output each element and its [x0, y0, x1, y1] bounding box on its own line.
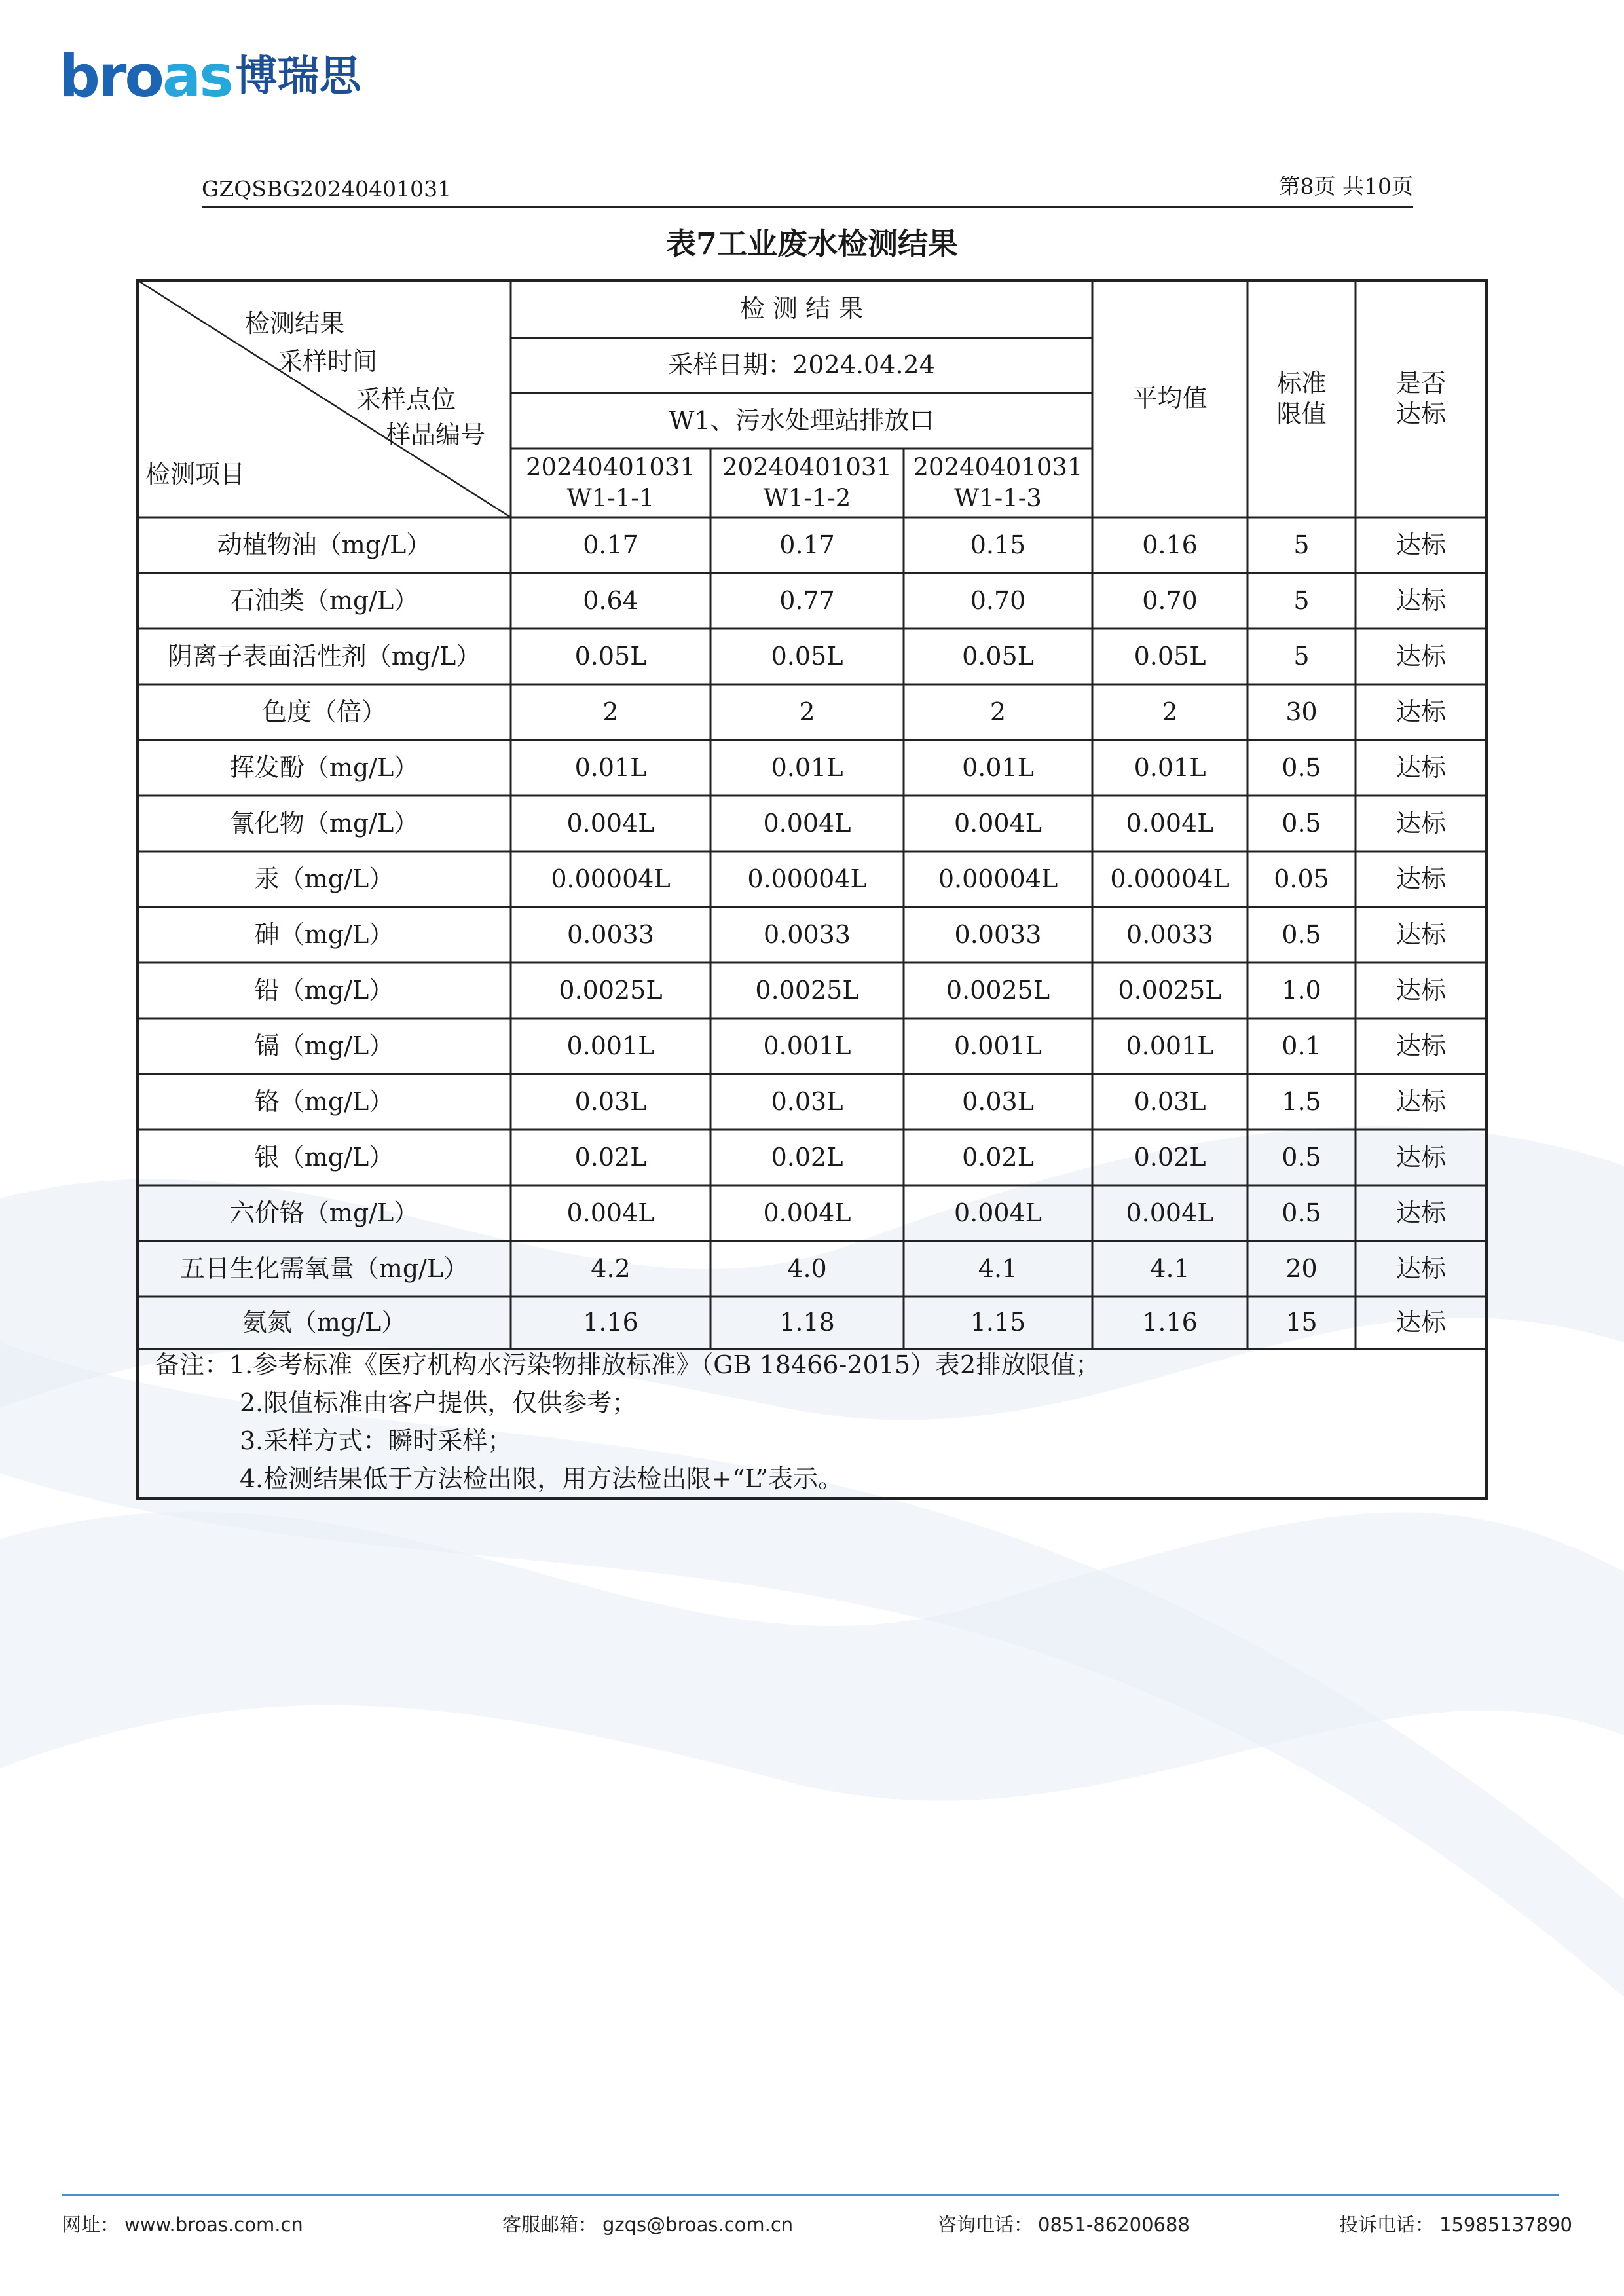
row-item-name: 挥发酚（mg/L） [229, 752, 419, 782]
row-value-1: 0.17 [583, 530, 638, 559]
row-average: 0.0033 [1126, 919, 1213, 949]
row-value-3: 0.004L [953, 808, 1043, 838]
row-value-3: 0.03L [962, 1086, 1034, 1116]
row-item-name: 动植物油（mg/L） [217, 530, 432, 559]
row-limit: 0.5 [1282, 1142, 1321, 1172]
row-item-name: 石油类（mg/L） [229, 585, 419, 615]
row-value-3: 0.0033 [954, 919, 1042, 949]
remark-4: 4.检测结果低于方法检出限，用方法检出限+“L”表示。 [240, 1464, 843, 1493]
row-limit: 5 [1293, 641, 1310, 671]
row-value-3: 0.70 [970, 585, 1026, 615]
row-limit: 20 [1285, 1253, 1318, 1283]
row-item-name: 氰化物（mg/L） [229, 808, 419, 838]
row-average: 0.02L [1134, 1142, 1206, 1172]
report-code: GZQSBG20240401031 [202, 176, 452, 202]
row-value-1: 4.2 [591, 1253, 631, 1283]
sampling-point: W1、污水处理站排放口 [669, 405, 934, 435]
row-average: 0.70 [1142, 585, 1198, 615]
row-value-3: 2 [989, 697, 1006, 726]
row-item-name: 镉（mg/L） [254, 1031, 394, 1060]
diag-label-test-item: 检测项目 [145, 460, 246, 489]
diag-label-sampling-point: 采样点位 [356, 385, 456, 415]
row-value-1: 0.004L [566, 1198, 655, 1227]
row-value-1: 0.03L [574, 1086, 647, 1116]
row-value-3: 0.0025L [946, 975, 1050, 1005]
row-average: 0.001L [1126, 1031, 1214, 1060]
compliance-header: 是否 达标 [1395, 368, 1446, 428]
limit-header: 标准 限值 [1276, 368, 1327, 428]
row-compliance: 达标 [1395, 530, 1446, 559]
row-value-3: 0.004L [953, 1198, 1043, 1227]
remark-3: 3.采样方式：瞬时采样； [240, 1426, 513, 1455]
footer-website: 网址： www.broas.com.cn [62, 2213, 303, 2236]
logo-chinese-name: 博瑞思 [235, 52, 361, 101]
row-value-2: 0.004L [763, 808, 851, 838]
row-average: 0.004L [1126, 1198, 1214, 1227]
row-value-1: 0.0025L [559, 975, 663, 1005]
sample-id-3: 20240401031 W1-1-3 [913, 453, 1083, 512]
remark-2: 2.限值标准由客户提供，仅供参考； [240, 1388, 637, 1417]
row-item-name: 色度（倍） [261, 697, 386, 726]
row-compliance: 达标 [1395, 1308, 1446, 1337]
row-compliance: 达标 [1395, 864, 1446, 893]
row-limit: 0.05 [1274, 864, 1329, 893]
footer-consult-phone: 咨询电话： 0851-86200688 [938, 2213, 1190, 2236]
row-compliance: 达标 [1395, 1198, 1446, 1227]
row-limit: 30 [1285, 697, 1318, 726]
row-average: 1.16 [1142, 1308, 1198, 1337]
row-limit: 1.0 [1282, 975, 1321, 1005]
row-item-name: 阴离子表面活性剂（mg/L） [167, 641, 481, 671]
row-compliance: 达标 [1395, 1031, 1446, 1060]
row-limit: 0.5 [1282, 752, 1321, 782]
row-average: 0.0025L [1118, 975, 1222, 1005]
row-value-2: 0.02L [771, 1142, 843, 1172]
row-compliance: 达标 [1395, 1253, 1446, 1283]
row-value-2: 0.03L [771, 1086, 843, 1116]
page-footer [62, 2194, 1572, 2248]
footer-complaint-phone: 投诉电话： 15985137890 [1339, 2213, 1572, 2236]
row-value-1: 0.01L [574, 752, 647, 782]
row-item-name: 汞（mg/L） [254, 864, 394, 893]
row-limit: 5 [1293, 585, 1310, 615]
row-average: 0.03L [1134, 1086, 1206, 1116]
row-limit: 0.5 [1282, 919, 1321, 949]
row-item-name: 氨氮（mg/L） [242, 1308, 407, 1337]
row-value-2: 2 [799, 697, 815, 726]
row-compliance: 达标 [1395, 641, 1446, 671]
row-value-3: 0.001L [953, 1031, 1043, 1060]
row-value-2: 0.17 [779, 530, 835, 559]
row-value-1: 0.0033 [567, 919, 654, 949]
row-average: 0.00004L [1110, 864, 1230, 893]
row-value-3: 1.15 [970, 1308, 1026, 1337]
row-average: 2 [1162, 697, 1178, 726]
row-limit: 0.5 [1282, 808, 1321, 838]
diag-label-results: 检测结果 [244, 309, 344, 339]
row-value-1: 2 [602, 697, 619, 726]
row-item-name: 铬（mg/L） [254, 1086, 394, 1116]
row-compliance: 达标 [1395, 975, 1446, 1005]
row-value-2: 0.00004L [747, 864, 867, 893]
row-value-1: 0.004L [566, 808, 655, 838]
row-value-3: 0.01L [962, 752, 1034, 782]
row-compliance: 达标 [1395, 585, 1446, 615]
row-value-2: 1.18 [779, 1308, 835, 1337]
sample-id-1: 20240401031 W1-1-1 [526, 453, 695, 512]
row-value-3: 0.02L [962, 1142, 1034, 1172]
row-average: 0.16 [1142, 530, 1198, 559]
row-limit: 0.1 [1282, 1031, 1321, 1060]
row-value-1: 0.001L [566, 1031, 655, 1060]
page-number: 第8页 共10页 [1278, 174, 1413, 199]
row-item-name: 铅（mg/L） [254, 975, 394, 1005]
row-item-name: 五日生化需氧量（mg/L） [179, 1253, 469, 1283]
row-value-1: 0.64 [583, 585, 638, 615]
row-value-1: 0.00004L [551, 864, 671, 893]
diag-label-sampling-time: 采样时间 [277, 347, 377, 377]
row-value-2: 0.004L [763, 1198, 851, 1227]
footer-email: 客服邮箱： gzqs@broas.com.cn [502, 2213, 794, 2236]
row-average: 0.01L [1134, 752, 1206, 782]
row-compliance: 达标 [1395, 1142, 1446, 1172]
row-limit: 1.5 [1282, 1086, 1321, 1116]
row-compliance: 达标 [1395, 808, 1446, 838]
results-header: 检 测 结 果 [739, 294, 864, 324]
row-item-name: 六价铬（mg/L） [229, 1198, 419, 1227]
row-compliance: 达标 [1395, 1086, 1446, 1116]
diag-label-sample-id: 样品编号 [385, 420, 485, 450]
row-average: 4.1 [1150, 1253, 1190, 1283]
table-title: 表7工业废水检测结果 [665, 226, 958, 261]
row-value-3: 0.05L [962, 641, 1034, 671]
row-average: 0.004L [1126, 808, 1214, 838]
row-value-2: 0.05L [771, 641, 843, 671]
row-value-1: 1.16 [583, 1308, 638, 1337]
row-compliance: 达标 [1395, 752, 1446, 782]
row-limit: 15 [1285, 1308, 1318, 1337]
row-value-2: 0.001L [763, 1031, 851, 1060]
row-item-name: 银（mg/L） [254, 1142, 394, 1172]
row-compliance: 达标 [1395, 919, 1446, 949]
row-compliance: 达标 [1395, 697, 1446, 726]
row-item-name: 砷（mg/L） [254, 919, 394, 949]
remark-1: 备注：1.参考标准《医疗机构水污染物排放标准》（GB 18466-2015）表2排放限值； [155, 1350, 1101, 1379]
row-value-2: 0.0033 [764, 919, 851, 949]
row-limit: 5 [1293, 530, 1310, 559]
row-value-2: 0.0025L [755, 975, 859, 1005]
remarks [155, 1346, 1100, 1498]
average-header: 平均值 [1132, 384, 1208, 413]
row-average: 0.05L [1134, 641, 1206, 671]
row-value-2: 4.0 [787, 1253, 827, 1283]
row-value-3: 4.1 [978, 1253, 1018, 1283]
sample-id-2: 20240401031 W1-1-2 [722, 453, 892, 512]
row-value-2: 0.77 [779, 585, 835, 615]
sampling-date: 采样日期：2024.04.24 [668, 350, 935, 380]
logo-wordmark: broas [59, 43, 232, 110]
row-value-1: 0.05L [574, 641, 647, 671]
row-value-2: 0.01L [771, 752, 843, 782]
row-value-1: 0.02L [574, 1142, 647, 1172]
row-value-3: 0.15 [970, 530, 1026, 559]
row-limit: 0.5 [1282, 1198, 1321, 1227]
row-value-3: 0.00004L [938, 864, 1058, 893]
